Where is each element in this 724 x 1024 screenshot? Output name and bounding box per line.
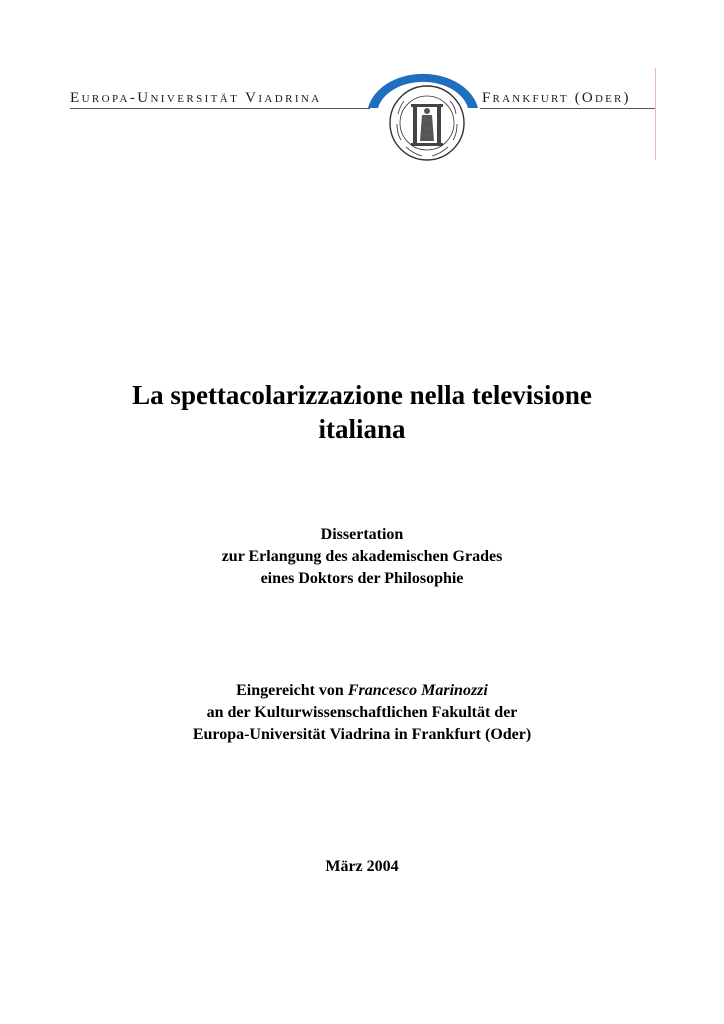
letterhead — [0, 0, 724, 170]
header-rule-right — [480, 108, 656, 109]
thesis-title — [0, 378, 724, 446]
degree-name: eines Doktors der Philosophie — [260, 570, 464, 587]
submission-date: März 2004 — [325, 858, 399, 875]
submitted-by-line — [0, 680, 724, 702]
thesis-title-line-1: La spettacolarizzazione nella televisione — [132, 380, 592, 410]
university-name: Europa-Universität Viadrina — [70, 90, 322, 106]
faculty-line: an der Kulturwissenschaftlichen Fakultät der — [206, 704, 518, 721]
header-rule-left — [70, 108, 370, 109]
degree-purpose: zur Erlangung des akademischen Grades — [221, 548, 503, 565]
submitted-by-prefix: Eingereicht von — [236, 682, 348, 699]
thesis-title-line-2: italiana — [318, 414, 406, 444]
institution-line: Europa-Universität Viadrina in Frankfurt (Oder) — [192, 726, 532, 743]
margin-line — [655, 68, 656, 160]
dissertation-statement — [0, 524, 724, 590]
author-name: Francesco Marinozzi — [347, 682, 488, 699]
dissertation-label: Dissertation — [320, 526, 404, 543]
submission-statement — [0, 680, 724, 746]
university-seal-icon — [388, 84, 466, 162]
university-city: Frankfurt (Oder) — [482, 90, 631, 106]
